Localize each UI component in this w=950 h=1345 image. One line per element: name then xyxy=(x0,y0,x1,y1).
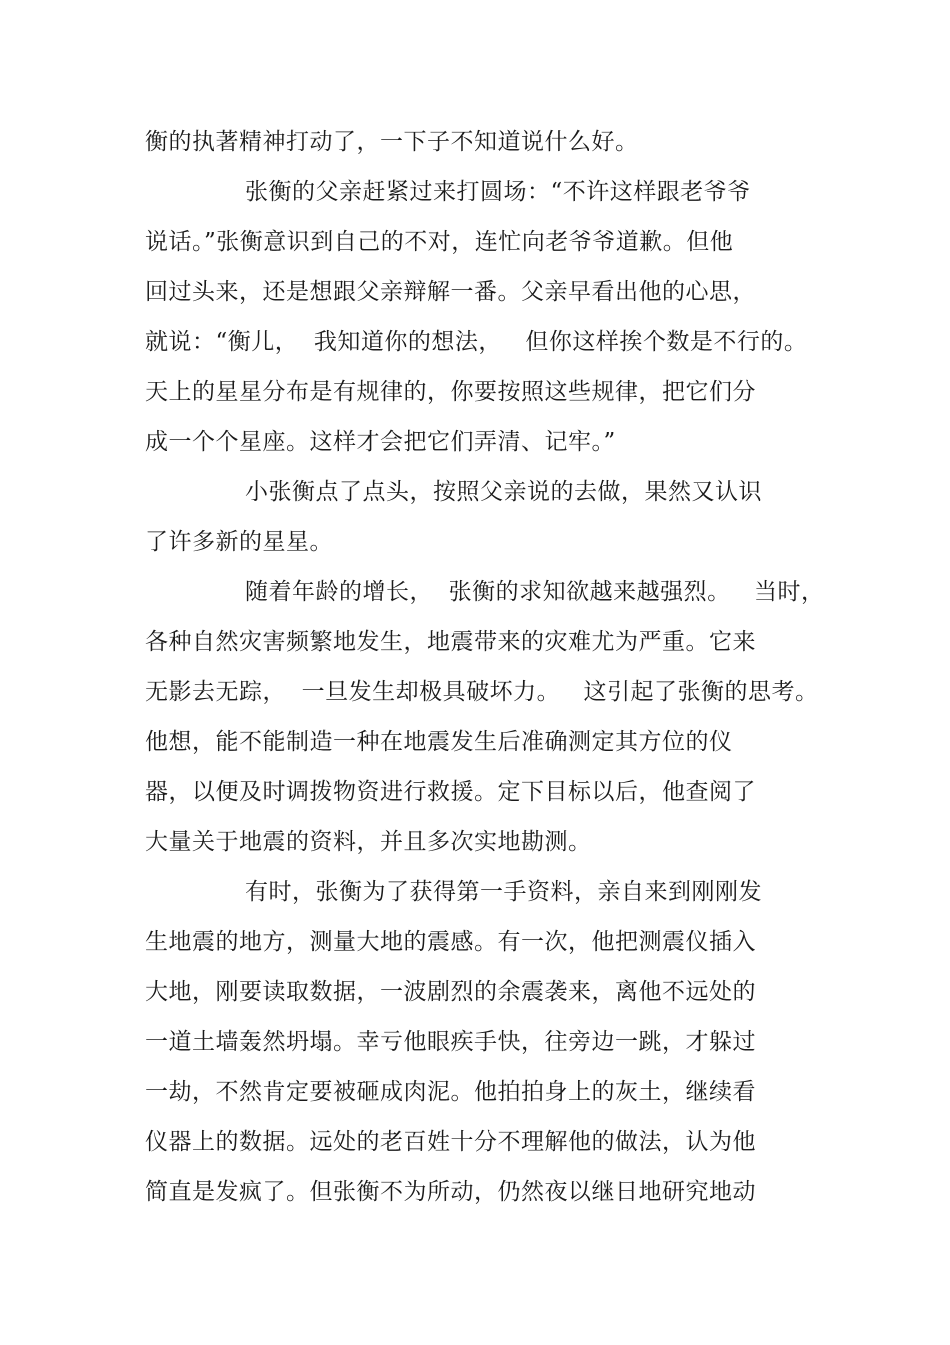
paragraph-start-line: 随着年龄的增长， 张衡的求知欲越来越强烈。 当时， xyxy=(245,579,825,605)
text-line: 简直是发疯了。但张衡不为所动，仍然夜以继日地研究地动 xyxy=(145,1179,756,1205)
text-line: 说话。”张衡意识到自己的不对，连忙向老爷爷道歉。但他 xyxy=(145,229,734,255)
paragraph-start-line: 小张衡点了点头，按照父亲说的去做，果然又认识 xyxy=(245,479,762,505)
text-line: 大地，刚要读取数据，一波剧烈的余震袭来，离他不远处的 xyxy=(145,979,756,1005)
text-line: 一道土墙轰然坍塌。幸亏他眼疾手快，往旁边一跳，才躲过 xyxy=(145,1029,756,1055)
text-line: 了许多新的星星。 xyxy=(145,529,333,555)
text-line: 仪器上的数据。远处的老百姓十分不理解他的做法，认为他 xyxy=(145,1129,756,1155)
paragraph-start-line: 张衡的父亲赶紧过来打圆场：“不许这样跟老爷爷 xyxy=(245,179,751,205)
text-line: 他想，能不能制造一种在地震发生后准确测定其方位的仪 xyxy=(145,729,733,755)
text-line: 天上的星星分布是有规律的，你要按照这些规律，把它们分 xyxy=(145,379,756,405)
text-line: 生地震的地方，测量大地的震感。有一次，他把测震仪插入 xyxy=(145,929,756,955)
text-line: 无影去无踪， 一旦发生却极具破坏力。 这引起了张衡的思考。 xyxy=(145,679,819,705)
text-line: 衡的执著精神打动了，一下子不知道说什么好。 xyxy=(145,129,639,155)
text-line: 各种自然灾害频繁地发生，地震带来的灾难尤为严重。它来 xyxy=(145,629,756,655)
text-line: 大量关于地震的资料，并且多次实地勘测。 xyxy=(145,829,592,855)
text-line: 成一个个星座。这样才会把它们弄清、记牢。” xyxy=(145,429,616,455)
text-line: 就说：“衡儿， 我知道你的想法， 但你这样挨个数是不行的。 xyxy=(145,329,808,355)
text-line: 器，以便及时调拨物资进行救援。定下目标以后，他查阅了 xyxy=(145,779,756,805)
text-line: 回过头来，还是想跟父亲辩解一番。父亲早看出他的心思， xyxy=(145,279,756,305)
paragraph-start-line: 有时，张衡为了获得第一手资料，亲自来到刚刚发 xyxy=(245,879,762,905)
text-line: 一劫，不然肯定要被砸成肉泥。他拍拍身上的灰土，继续看 xyxy=(145,1079,756,1105)
